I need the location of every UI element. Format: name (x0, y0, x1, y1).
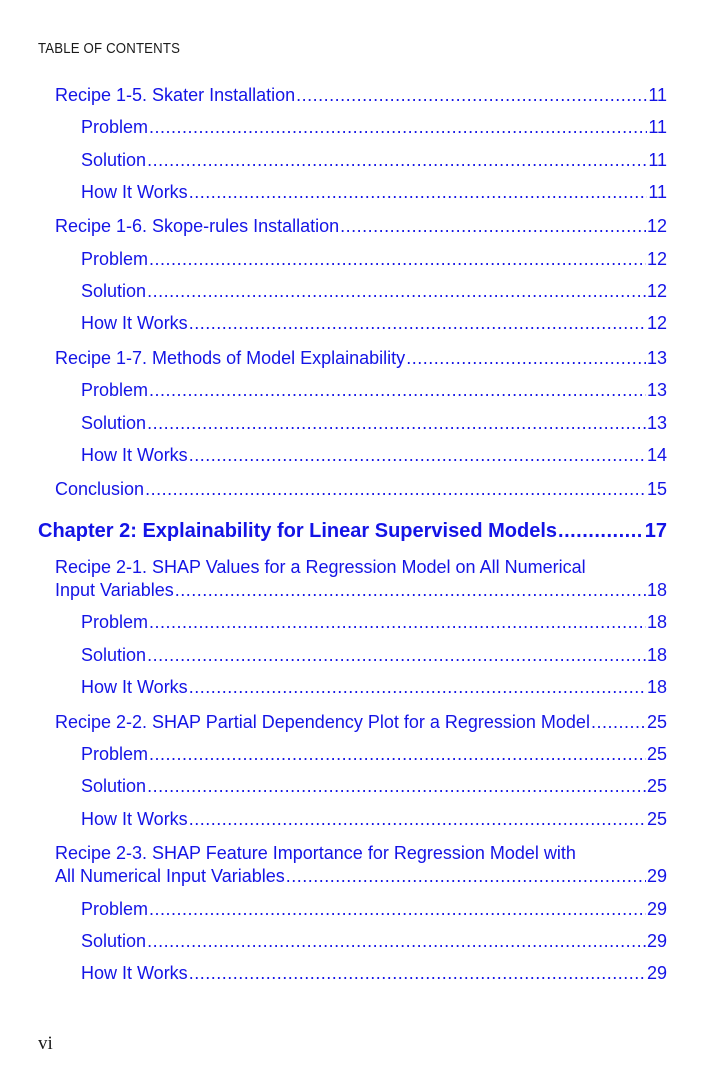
toc-entry-chapter-2[interactable] (38, 520, 667, 542)
toc-entry-how-it-works[interactable] (81, 181, 667, 203)
toc-page-number: 12 (646, 249, 667, 269)
toc-entry-how-it-works[interactable] (81, 312, 667, 334)
toc-page-number: 15 (646, 479, 667, 499)
dot-leader (147, 644, 646, 666)
toc-entry-recipe-2-1[interactable] (55, 556, 667, 579)
running-header: TABLE OF CONTENTS (38, 40, 181, 57)
toc-page-number: 25 (646, 809, 667, 829)
toc-entry-title: Problem (81, 117, 149, 137)
toc-entry-title: Problem (81, 380, 149, 400)
dot-leader (149, 743, 646, 765)
dot-leader (189, 808, 646, 830)
dot-leader (149, 898, 646, 920)
dot-leader (147, 930, 646, 952)
toc-entry-problem[interactable] (81, 898, 667, 920)
toc-entry-title: How It Works (81, 677, 188, 697)
toc-entry-title: How It Works (81, 963, 188, 983)
toc-entry-solution[interactable] (81, 930, 667, 952)
toc-entry-title: Input Variables (55, 580, 174, 600)
toc-page-number: 29 (646, 931, 667, 951)
toc-entry-title: How It Works (81, 182, 188, 202)
dot-leader (147, 149, 647, 171)
toc-entry-recipe-1-7[interactable] (55, 347, 667, 369)
toc-entry-title: Solution (81, 413, 147, 433)
toc-entry-recipe-1-5[interactable] (55, 84, 667, 106)
toc-entry-solution[interactable] (81, 412, 667, 434)
toc-page-number: 13 (646, 380, 667, 400)
toc-page-number: 13 (646, 348, 667, 368)
toc-entry-title-line: Recipe 2-1. SHAP Values for a Regression Model on All Numerical (55, 557, 586, 577)
toc-entry-title: Solution (81, 645, 147, 665)
toc-entry-title: How It Works (81, 445, 188, 465)
dot-leader (189, 676, 646, 698)
toc-entry-recipe-2-2[interactable] (55, 711, 667, 733)
dot-leader (149, 248, 646, 270)
toc-entry-title: Solution (81, 776, 147, 796)
toc-page-number: 25 (646, 744, 667, 764)
toc-entry-title: Problem (81, 612, 149, 632)
toc-page-number: 25 (646, 776, 667, 796)
dot-leader (147, 412, 646, 434)
toc-page-number: 18 (646, 580, 667, 600)
toc-page-number: 29 (646, 963, 667, 983)
dot-leader (149, 379, 646, 401)
dot-leader (591, 711, 646, 733)
toc-entry-title: Recipe 1-6. Skope-rules Installation (55, 216, 340, 236)
toc-entry-title: Solution (81, 931, 147, 951)
toc-page-number: 18 (646, 677, 667, 697)
toc-entry-how-it-works[interactable] (81, 808, 667, 830)
toc-entry-title: How It Works (81, 313, 188, 333)
dot-leader (189, 312, 646, 334)
toc-page-number: 12 (646, 313, 667, 333)
toc-entry-title: Recipe 1-7. Methods of Model Explainability (55, 348, 406, 368)
toc-entry-title: Problem (81, 744, 149, 764)
toc-entry-solution[interactable] (81, 644, 667, 666)
toc-entry-title: Problem (81, 899, 149, 919)
toc-page-number: 13 (646, 413, 667, 433)
toc-entry-recipe-2-3[interactable] (55, 842, 667, 865)
dot-leader (145, 478, 646, 500)
toc-entry-title: Recipe 1-5. Skater Installation (55, 85, 296, 105)
toc-entry-title-line: Recipe 2-3. SHAP Feature Importance for Regression Model with (55, 843, 576, 863)
toc-entry-problem[interactable] (81, 611, 667, 633)
toc-page-number: 12 (646, 281, 667, 301)
dot-leader (406, 347, 646, 369)
toc-entry-how-it-works[interactable] (81, 962, 667, 984)
toc-entry-title: Chapter 2: Explainability for Linear Supervised Models (38, 520, 558, 542)
toc-entry-conclusion[interactable] (55, 478, 667, 500)
toc-page-number: 29 (646, 899, 667, 919)
toc-entry-recipe-2-3-continued[interactable] (55, 865, 667, 887)
toc-page-number: 11 (648, 85, 667, 105)
dot-leader (147, 280, 646, 302)
dot-leader (175, 579, 646, 601)
toc-page-number: 18 (646, 612, 667, 632)
toc-entry-recipe-1-6[interactable] (55, 215, 667, 237)
toc-page-number: 17 (644, 520, 667, 542)
dot-leader (286, 865, 646, 887)
toc-page-number: 11 (648, 182, 667, 202)
toc-entry-problem[interactable] (81, 116, 667, 138)
toc-entry-title: Problem (81, 249, 149, 269)
toc-page-number: 14 (646, 445, 667, 465)
toc-page-number: 12 (646, 216, 667, 236)
dot-leader (149, 611, 646, 633)
toc-entry-title: Conclusion (55, 479, 145, 499)
toc-entry-how-it-works[interactable] (81, 676, 667, 698)
toc-entry-how-it-works[interactable] (81, 444, 667, 466)
dot-leader (147, 775, 646, 797)
toc-entry-title: How It Works (81, 809, 188, 829)
toc-entry-title: All Numerical Input Variables (55, 866, 285, 886)
dot-leader (189, 181, 648, 203)
toc-entry-title: Solution (81, 150, 147, 170)
toc-entry-problem[interactable] (81, 743, 667, 765)
dot-leader (189, 962, 646, 984)
dot-leader (189, 444, 646, 466)
toc-entry-solution[interactable] (81, 775, 667, 797)
toc-entry-title: Recipe 2-2. SHAP Partial Dependency Plot for a Regression Model (55, 712, 590, 732)
dot-leader (149, 116, 647, 138)
toc-entry-solution[interactable] (81, 280, 667, 302)
toc-page-number: 11 (648, 150, 667, 170)
toc-entry-problem[interactable] (81, 248, 667, 270)
toc-page-number: 25 (646, 712, 667, 732)
toc-entry-title: Solution (81, 281, 147, 301)
page-number-footer: vi (38, 1033, 53, 1054)
toc-entry-recipe-2-1-continued[interactable] (55, 579, 667, 601)
dot-leader (558, 520, 644, 542)
toc-page-number: 11 (648, 117, 667, 137)
toc-entry-problem[interactable] (81, 379, 667, 401)
toc-page-number: 18 (646, 645, 667, 665)
toc-entry-solution[interactable] (81, 149, 667, 171)
dot-leader (340, 215, 646, 237)
toc-page-number: 29 (646, 866, 667, 886)
dot-leader (296, 84, 647, 106)
